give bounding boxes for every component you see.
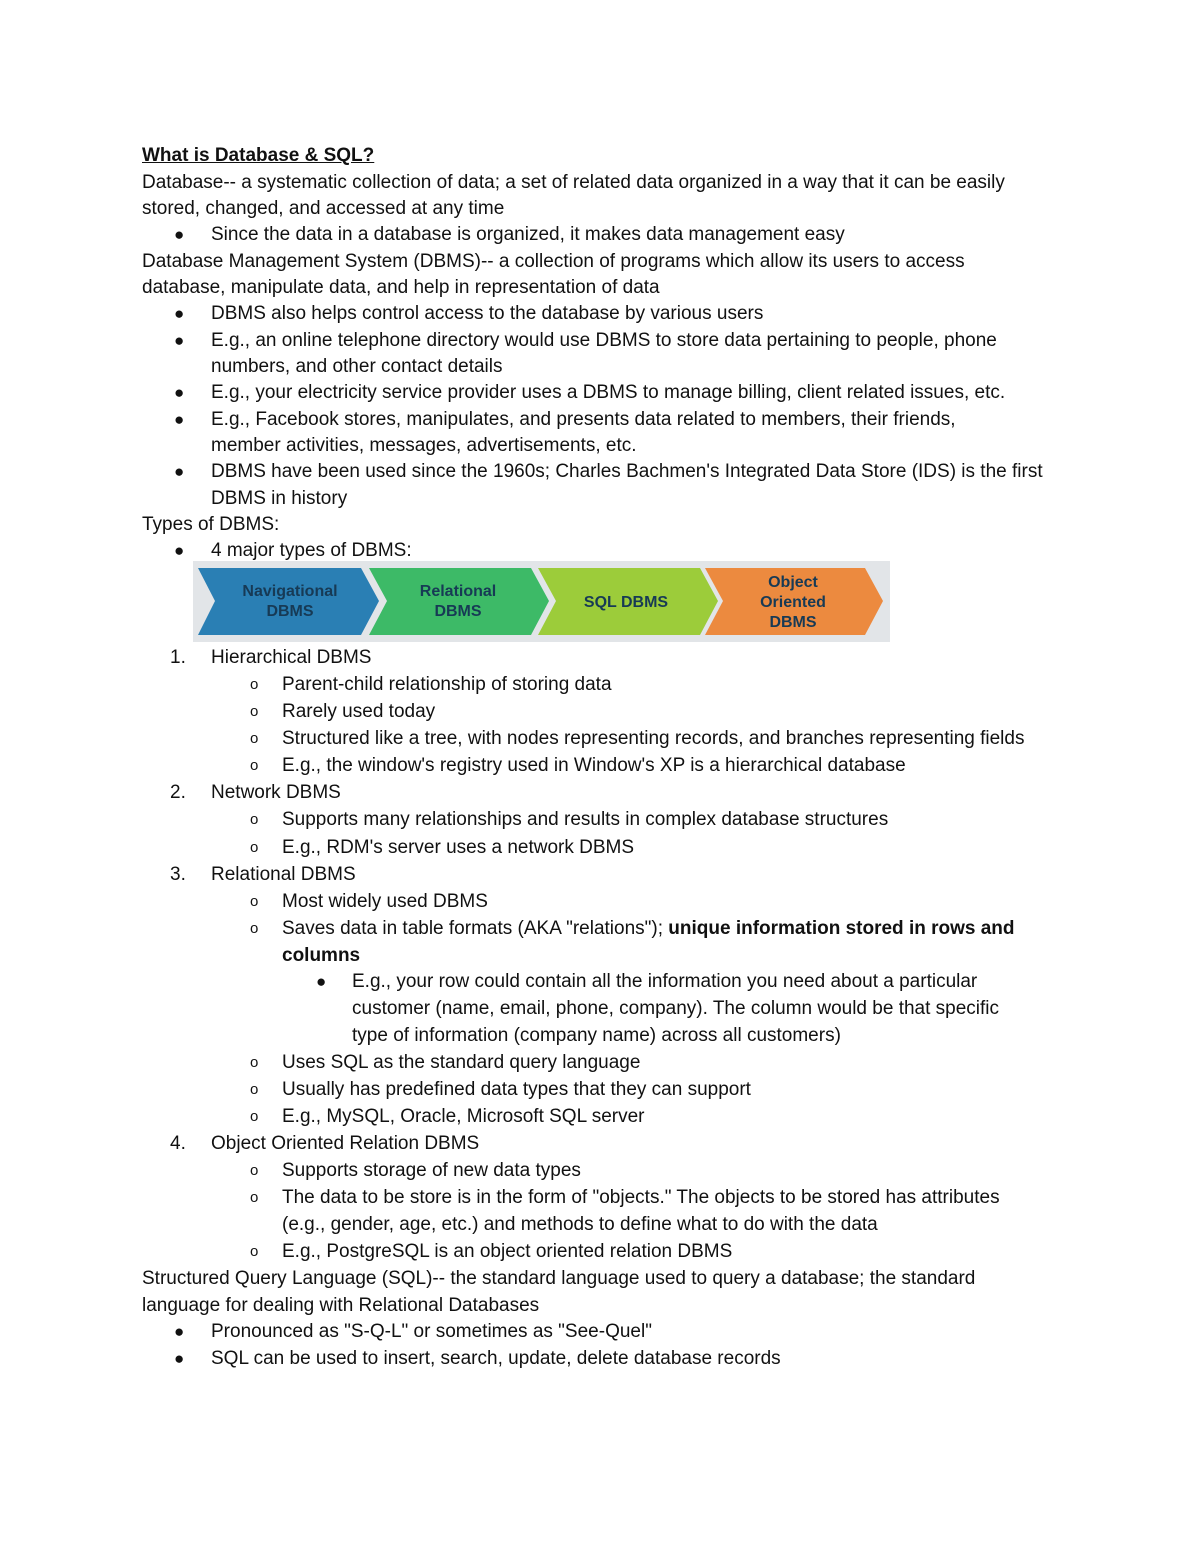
hierarchical-item-3: Structured like a tree, with nodes representing records, and branches representing fields	[282, 728, 1025, 749]
database-bullet: Since the data in a database is organized, it makes data management easy	[211, 224, 845, 245]
circle-bullet-icon: o	[250, 703, 259, 720]
relational-subitem-line-2: customer (name, email, phone, company). The column would be that specific	[352, 998, 1000, 1019]
dbms-bullet-3: E.g., your electricity service provider uses a DBMS to manage billing, client related issues, etc.	[211, 382, 1006, 403]
bullet-icon: ●	[174, 383, 185, 402]
network-item-2: E.g., RDM's server uses a network DBMS	[282, 837, 635, 858]
relational-subitem-line-1: E.g., your row could contain all the information you need about a particular	[352, 971, 978, 992]
type-hierarchical: Hierarchical DBMS	[211, 647, 372, 668]
database-definition-line-2: stored, changed, and accessed at any time	[142, 198, 505, 219]
circle-bullet-icon: o	[250, 1243, 259, 1260]
list-number: 2.	[170, 782, 186, 803]
circle-bullet-icon: o	[250, 1081, 259, 1098]
bullet-icon: ●	[174, 304, 185, 323]
object-oriented-label-2: Oriented	[760, 594, 826, 611]
circle-bullet-icon: o	[250, 730, 259, 747]
relational-item-3: Uses SQL as the standard query language	[282, 1052, 641, 1073]
dbms-bullet-4-line-1: E.g., Facebook stores, manipulates, and presents data related to members, their friends,	[211, 409, 956, 430]
object-oriented-item-2-line-1: The data to be store is in the form of "objects." The objects to be stored has attributes	[282, 1187, 1000, 1208]
bullet-icon: ●	[174, 1349, 185, 1368]
object-oriented-item-3: E.g., PostgreSQL is an object oriented relation DBMS	[282, 1241, 733, 1262]
sql-dbms-label: SQL DBMS	[583, 594, 669, 611]
sql-definition-line-1: Structured Query Language (SQL)-- the standard language used to query a database; the standard	[142, 1268, 976, 1289]
bullet-icon: ●	[174, 331, 185, 350]
bullet-icon: ●	[174, 541, 185, 560]
relational-item-5: E.g., MySQL, Oracle, Microsoft SQL server	[282, 1106, 645, 1127]
relational-label-1: Relational	[419, 583, 497, 600]
dbms-definition-line-2: database, manipulate data, and help in representation of data	[142, 277, 660, 298]
object-oriented-item-2-line-2: (e.g., gender, age, etc.) and methods to define what to do with the data	[282, 1214, 878, 1235]
bullet-icon: ●	[316, 972, 327, 991]
dbms-bullet-5-line-1: DBMS have been used since the 1960s; Charles Bachmen's Integrated Data Store (IDS) is the first	[211, 461, 1043, 482]
dbms-bullet-4-line-2: member activities, messages, advertisements, etc.	[211, 435, 637, 456]
relational-item-1: Most widely used DBMS	[282, 891, 488, 912]
object-oriented-label-1: Object	[768, 574, 818, 591]
navigational-label-2: DBMS	[266, 603, 314, 620]
dbms-bullet-2-line-2: numbers, and other contact details	[211, 356, 503, 377]
bullet-icon: ●	[174, 462, 185, 481]
page-title: What is Database & SQL?	[142, 145, 375, 166]
hierarchical-item-2: Rarely used today	[282, 701, 436, 722]
hierarchical-item-1: Parent-child relationship of storing data	[282, 674, 612, 695]
relational-item-2-text: Saves data in table formats (AKA "relations");	[282, 918, 669, 939]
sql-bullet-1: Pronounced as "S-Q-L" or sometimes as "See-Quel"	[211, 1321, 652, 1342]
object-oriented-label-3: DBMS	[769, 614, 817, 631]
database-definition-line-1: Database-- a systematic collection of data; a set of related data organized in a way that it can be easily	[142, 172, 1005, 193]
dbms-definition-line-1: Database Management System (DBMS)-- a collection of programs which allow its users to access	[142, 251, 965, 272]
types-bullet: 4 major types of DBMS:	[211, 540, 412, 561]
circle-bullet-icon: o	[250, 1054, 259, 1071]
bullet-icon: ●	[174, 225, 185, 244]
object-oriented-item-1: Supports storage of new data types	[282, 1160, 581, 1181]
navigational-dbms-chevron	[198, 568, 379, 635]
types-heading: Types of DBMS:	[142, 514, 280, 535]
dbms-bullet-1: DBMS also helps control access to the database by various users	[211, 303, 764, 324]
circle-bullet-icon: o	[250, 757, 259, 774]
relational-subitem-line-3: type of information (company name) across all customers)	[352, 1025, 841, 1046]
bullet-icon: ●	[174, 410, 185, 429]
circle-bullet-icon: o	[250, 811, 259, 828]
relational-item-2-line-1	[282, 918, 1015, 940]
relational-dbms-chevron	[369, 568, 549, 635]
relational-label-2: DBMS	[434, 603, 482, 620]
circle-bullet-icon: o	[250, 1108, 259, 1125]
list-number: 1.	[170, 647, 186, 668]
relational-item-4: Usually has predefined data types that they can support	[282, 1079, 751, 1100]
dbms-types-diagram	[193, 561, 890, 642]
type-network: Network DBMS	[211, 782, 341, 803]
circle-bullet-icon: o	[250, 1189, 259, 1206]
navigational-label-1: Navigational	[242, 583, 338, 600]
hierarchical-item-4: E.g., the window's registry used in Window's XP is a hierarchical database	[282, 755, 906, 776]
list-number: 4.	[170, 1133, 186, 1154]
circle-bullet-icon: o	[250, 676, 259, 693]
list-number: 3.	[170, 864, 186, 885]
circle-bullet-icon: o	[250, 920, 259, 937]
relational-item-2-bold: unique information stored in rows and	[668, 918, 1015, 939]
network-item-1: Supports many relationships and results in complex database structures	[282, 809, 889, 830]
circle-bullet-icon: o	[250, 893, 259, 910]
type-relational: Relational DBMS	[211, 864, 356, 885]
sql-definition-line-2: language for dealing with Relational Databases	[142, 1295, 540, 1316]
circle-bullet-icon: o	[250, 1162, 259, 1179]
circle-bullet-icon: o	[250, 839, 259, 856]
sql-bullet-2: SQL can be used to insert, search, update, delete database records	[211, 1348, 781, 1369]
bullet-icon: ●	[174, 1322, 185, 1341]
dbms-bullet-2-line-1: E.g., an online telephone directory would use DBMS to store data pertaining to people, phone	[211, 330, 997, 351]
relational-item-2-line-2: columns	[282, 945, 361, 966]
dbms-bullet-5-line-2: DBMS in history	[211, 488, 348, 509]
type-object-oriented: Object Oriented Relation DBMS	[211, 1133, 480, 1154]
